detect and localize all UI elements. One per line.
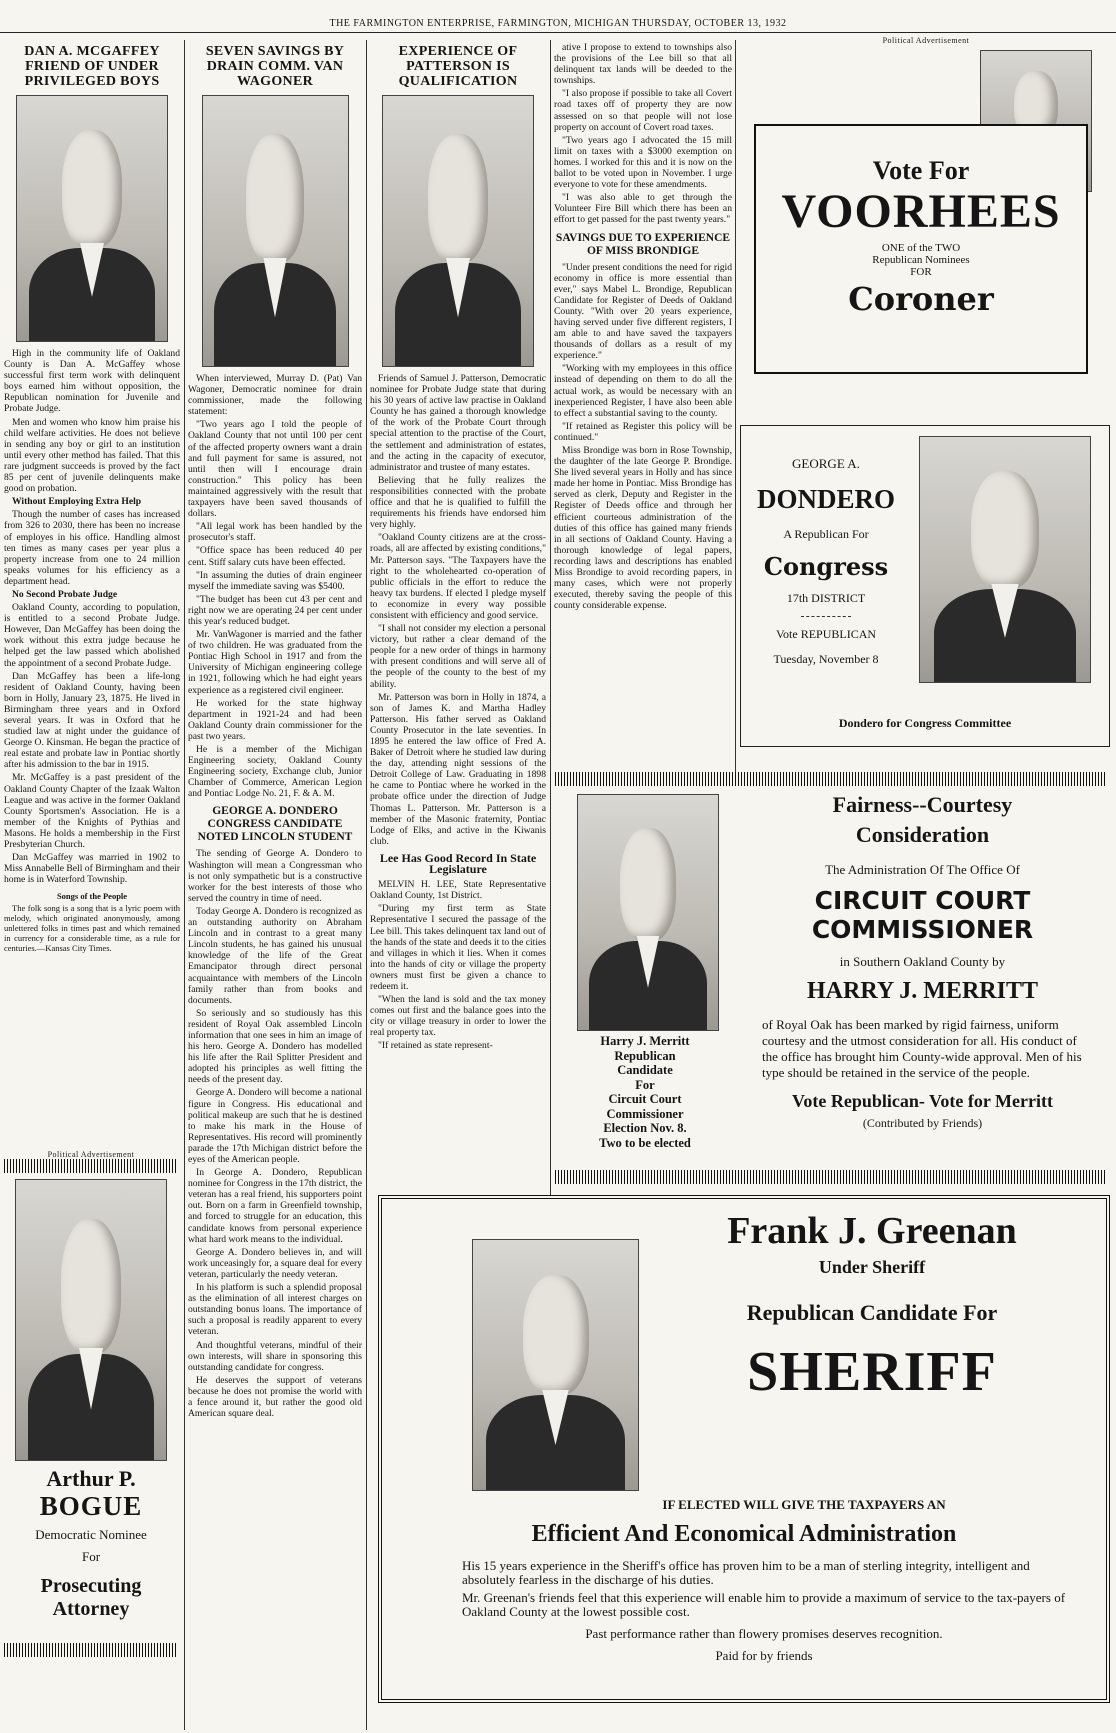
caption-line: Two to be elected — [599, 1135, 691, 1150]
paragraph: "In assuming the duties of drain engineer myself the immediate saving was $5400. — [188, 569, 362, 592]
songs-title: Songs of the People — [56, 891, 128, 902]
paragraph: "If retained as Register this policy will be continued." — [554, 420, 732, 443]
greenan-paid: Paid for by friends — [715, 1648, 813, 1663]
paragraph: Though the number of cases has increased from 326 to 2030, there has been no increase of employes in his office. Handling almost ten times as many cases per year plus a property increase from one to 24 million speaks volumes for his efficiency as a department head. — [4, 509, 180, 587]
bogue-ad — [4, 1150, 178, 1690]
greenan-slogan: Efficient And Economical Administration — [531, 1521, 957, 1547]
paragraph: Friends of Samuel J. Patterson, Democratic nominee for Probate Judge state that during his 30 years of active law practise in Oakland County he has gained a thorough knowledge of the work of the Probate Court through special attention to the practise of the Court, the settlement and administration of estates, and the acting in the capacity of executor, administrator and trustee of many estates. — [370, 373, 546, 473]
column-rule — [550, 40, 551, 1220]
voorhees-name: VOORHEES — [781, 185, 1061, 238]
bogue-office: Prosecuting — [40, 1575, 142, 1597]
caption-line: Republican — [614, 1048, 676, 1063]
merritt-office: CIRCUIT COURT — [814, 886, 1031, 915]
caption-line: Commissioner — [606, 1106, 684, 1121]
column-rule — [735, 40, 736, 780]
paragraph: He is a member of the Michigan Engineering society, Oakland County Engineering society, Exchange club, Junior Chamber of Commerce, American Legion and Pontiac Lodge No. 21, F. & A. M. — [188, 744, 362, 800]
dondero-committee: Dondero for Congress Committee — [838, 716, 1012, 730]
dondero-photo — [919, 436, 1091, 683]
column-patterson — [370, 42, 546, 1222]
dondero-text-block — [741, 456, 911, 667]
dondero-last: DONDERO — [756, 484, 895, 514]
column-mcgaffey — [4, 42, 180, 1152]
divider — [801, 616, 851, 617]
ad-label: Political Advertisement — [882, 36, 970, 45]
voorhees-vote-for: Vote For — [872, 156, 970, 185]
ad-label: Political Advertisement — [47, 1150, 135, 1159]
paragraph: Dan McGaffey has been a life-long resident of Oakland County, having been born in Holly, January 23, 1875. He lived in Birmingham three years and in Oxford several years. It was in Oxford that he studied law at night under the guidance of George O. Kinsman. He began the practice of real estate and probate law in Pontiac shortly after his admission to the bar in 1915. — [4, 670, 180, 771]
dondero-line: A Republican For — [783, 527, 869, 541]
caption-line: Circuit Court — [608, 1092, 682, 1106]
paragraph: Oakland County, according to population, is entitled to a second Probate Judge. However, Dan McGaffey has been doing the work without this extra judge because he helped get the law passed which abolished the appointment of a second Probate Judge. — [4, 602, 180, 669]
mcgaffey-photo — [16, 95, 168, 342]
dondero-ad — [740, 425, 1110, 747]
caption-line: Election Nov. 8. — [603, 1121, 687, 1135]
column-brondige — [554, 42, 732, 782]
paragraph: George A. Dondero will become a national figure in Congress. His educational and political makeup are such that he is destined to make his mark in the House of Representatives. His record will prominently parade the 17th Michigan district before the eyes of the American people. — [188, 1087, 362, 1165]
paragraph: He deserves the support of veterans because he does not promise the world with a fence around it, but rather the good old American square deal. — [188, 1374, 362, 1420]
patterson-photo — [382, 95, 534, 367]
paragraph: The sending of George A. Dondero to Washington will mean a Congressman who is not only sympathetic but is a constructive worker for the best interests of those who served the country in time of need. — [188, 848, 362, 904]
subheading: Without Employing Extra Help — [12, 496, 142, 508]
column-rule — [366, 40, 367, 1730]
paragraph: "I shall not consider my election a personal victory, but rather a clear demand of the people for a new order of things in harmony with present conditions and will serve all of the people of the county to the best of my ability. — [370, 623, 546, 690]
caption-line: Harry J. Merritt — [600, 1034, 690, 1048]
paragraph: "I also propose if possible to take all Covert road taxes off of property they are now assessed on so that people will not lose property on account of Covert road taxes. — [554, 88, 732, 133]
mcgaffey-headline: DAN A. MCGAFFEY FRIEND OF UNDER PRIVILEGED BOYS — [24, 44, 160, 89]
paragraph: Believing that he fully realizes the responsibilities connected with the probate office and that he is qualified to fulfill the requirements his friends have endorsed him very highly. — [370, 474, 546, 531]
greenan-header — [642, 1209, 1102, 1404]
paragraph: High in the community life of Oakland County is Dan A. McGaffey whose successful first term work with delinquent boys earned him without opposition, the Republican nomination for Juvenile and Probate Judge. — [4, 348, 180, 415]
bogue-line: For — [81, 1549, 101, 1564]
merritt-line: in Southern Oakland County by — [839, 954, 1006, 969]
vanwagoner-headline: SEVEN SAVINGS BY DRAIN COMM. VAN WAGONER — [205, 44, 345, 89]
bogue-line: Democratic Nominee — [35, 1527, 147, 1542]
dondero-vote: Vote REPUBLICAN — [775, 627, 877, 641]
caption-line: For — [635, 1077, 655, 1092]
paragraph: Dan McGaffey was married in 1902 to Miss Annabelle Bell of Birmingham and their home is in Waterford Township. — [4, 852, 180, 886]
voorhees-line: ONE of the TWO — [881, 242, 961, 254]
dondero-district: 17th DISTRICT — [786, 591, 866, 605]
paragraph: Men and women who know him praise his child welfare activities. He does not believe in sending any boy or girl to an institution until every other method has failed. That this rare judgment succeeds is proved by the fact 85 per cent of juvenile delinquents make good on probation. — [4, 416, 180, 495]
voorhees-line: Republican Nominees — [872, 254, 970, 266]
merritt-caption — [555, 1034, 735, 1150]
dondero-date: Tuesday, November 8 — [773, 652, 879, 666]
ornamental-border — [4, 1643, 178, 1657]
paragraph: Mr. McGaffey is a past president of the Oakland County Chapter of the Izaak Walton League and was active in the former Oakland County Sportsmen's Association. He is a member of the Knights of Pythias and Masons. He holds a membership in the First Presbyterian Church. — [4, 772, 180, 851]
ornamental-border — [555, 772, 1107, 786]
paragraph: Today George A. Dondero is recognized as an outstanding authority on Abraham Lincoln and in contrast to a great many Lincoln students, he has gained his unusual knowledge of the life of the Great Emancipator through direct personal acquaintance with members of the Lincoln family rather than from books and documents. — [188, 905, 362, 1006]
bogue-photo — [15, 1179, 167, 1461]
brondige-headline: SAVINGS DUE TO EXPERIENCE OF MISS BRONDIGE — [555, 231, 731, 257]
paragraph: In his platform is such a splendid proposal as the elimination of all interest charges on outstanding bonus loans. The importance of such a proposal is readily apparent to every veteran. — [188, 1282, 362, 1338]
bogue-office: Attorney — [52, 1598, 130, 1620]
greenan-body-line: His 15 years experience in the Sheriff's office has proven him to be a man of sterling integrity, intelligent and absolutely fearless in the discharge of his duties. — [462, 1558, 1030, 1587]
paragraph: "During my first term as State Representative I secured the passage of the Lee bill. This takes delinquent tax land out of the hands of the state and deeds it to the cities and villages in which it lies. When it comes into the hands of city or village the property owners must first be given a chance to redeem it. — [370, 903, 546, 992]
paragraph: "I was also able to get through the Volunteer Fire Bill which there has been an effort to get passed for the past twenty years." — [554, 192, 732, 226]
paragraph: ative I propose to extend to townships also the provisions of the Lee bill so that all delinquent tax lands will be deeded to the townships. — [554, 42, 732, 87]
masthead: THE FARMINGTON ENTERPRISE, FARMINGTON, MICHIGAN THURSDAY, OCTOBER 13, 1932 — [0, 18, 1116, 33]
paragraph: And thoughtful veterans, mindful of their own interests, will share in sponsoring this outstanding candidate for congress. — [188, 1339, 362, 1373]
paragraph: "Two years ago I advocated the 15 mill limit on taxes with a $3000 exemption on homes. I worked for this and it is now on the ballot to be voted upon in November. I urge everyone to vote for these amendments. — [554, 134, 732, 191]
greenan-line: Republican Candidate For — [746, 1300, 998, 1325]
merritt-name: HARRY J. MERRITT — [807, 978, 1038, 1004]
paragraph: "If retained as state represent- — [378, 1040, 493, 1052]
merritt-ad — [555, 772, 1107, 1190]
greenan-name: Frank J. Greenan — [727, 1210, 1017, 1252]
merritt-title: Consideration — [855, 822, 990, 847]
paragraph: When interviewed, Murray D. (Pat) Van Wagoner, Democratic nominee for drain commissioner, made the following statement: — [188, 373, 362, 418]
merritt-slogan: Vote Republican- Vote for Merritt — [792, 1091, 1053, 1111]
merritt-title: Fairness--Courtesy — [832, 792, 1013, 817]
paragraph: "The budget has been cut 43 per cent and right now we are operating 24 per cent under this year's reduced budget. — [188, 593, 362, 627]
greenan-body-line: Mr. Greenan's friends feel that this experience will enable him to provide a maximum of service to the tax-payers of Oakland County at the lowest possible cost. — [462, 1590, 1066, 1619]
caption-line: Candidate — [617, 1063, 673, 1077]
bogue-name-first: Arthur P. — [46, 1466, 136, 1491]
greenan-line: IF ELECTED WILL GIVE THE TAXPAYERS AN — [662, 1497, 946, 1512]
greenan-ad — [378, 1195, 1110, 1703]
greenan-office: SHERIFF — [747, 1341, 997, 1403]
merritt-photo — [577, 794, 719, 1031]
merritt-contrib: (Contributed by Friends) — [862, 1116, 983, 1130]
ornamental-border — [555, 1170, 1107, 1184]
paragraph: "Office space has been reduced 40 per cent. Stiff salary cuts have been effected. — [188, 545, 362, 568]
paragraph: "Under present conditions the need for rigid economy in office is more essential than ever," says Mabel L. Brondige, Republican Candidate for Register of Deeds of Oakland County. "With over 20 years experience, having served under five different registers, I am able to and have saved the taxpayers thousands of dollars as a result of my experience." — [554, 261, 732, 362]
dondero-headline: GEORGE A. DONDERO CONGRESS CANDIDATE NOTED LINCOLN STUDENT — [197, 805, 353, 844]
songs-text: The folk song is a song that is a lyric poem with melody, which originated anonymously, among unlettered folks in times past and which remained in currency for a considerable time, as a rule for centuries.—Kansas City Times. — [4, 902, 180, 953]
voorhees-ad — [740, 36, 1112, 376]
dondero-first: GEORGE A. — [792, 456, 860, 471]
paragraph: Mr. Patterson was born in Holly in 1874, a son of James K. and Martha Hadley Patterson. His father served as Oakland County Prosecutor in the late seventies. In 1895 he entered the law office of Fred A. Baker of Detroit where he studied law during the day, attending night sessions of the Detroit College of Law. Graduating in 1898 he came to Pontiac where he worked in the probate office under the direction of Judge Thomas L. Patterson. Mr. Patterson is a member of the Masonic fraternity, Pontiac Lodge of Elks, and active in the Kiwanis club. — [370, 691, 546, 847]
paragraph: MELVIN H. LEE, State Representative Oakland County, 1st District. — [370, 879, 546, 902]
paragraph: "When the land is sold and the tax money comes out first and the balance goes into the city or village treasury in order to lower the real property tax. — [370, 994, 546, 1039]
paragraph: He worked for the state highway department in 1921-24 and had been Oakland County drain commissioner for the past two years. — [188, 697, 362, 742]
ornamental-border — [4, 1159, 178, 1173]
column-rule — [184, 40, 185, 1730]
bogue-name-last: BOGUE — [39, 1491, 143, 1521]
paragraph: "All legal work has been handled by the prosecutor's staff. — [188, 521, 362, 544]
greenan-body-line: Past performance rather than flowery promises deserves recognition. — [585, 1626, 943, 1641]
paragraph: "Working with my employees in this office instead of depending on them to do all the actual work, as would be necessary with an inexperienced Register, I have also been able to effect a substantial saving to the county. — [554, 363, 732, 419]
greenan-body — [462, 1559, 1066, 1663]
greenan-photo — [472, 1239, 639, 1491]
paragraph: In George A. Dondero, Republican nominee for Congress in the 17th district, the veteran has a real friend, his supporters point out. Born on a farm in Greenfield township, and forced to struggle for an education, this candidate knows from personal experience what hard work means to the individual. — [188, 1167, 362, 1245]
greenan-title: Under Sheriff — [818, 1257, 926, 1277]
merritt-office: COMMISSIONER — [811, 915, 1034, 944]
lee-headline: Lee Has Good Record In State Legislature — [379, 850, 537, 877]
column-vanwagoner — [188, 42, 362, 1732]
voorhees-office: Coroner — [848, 280, 994, 318]
paragraph: Miss Brondige was born in Rose Township, the daughter of the late George P. Brondige. She lived several years in Holly and has since made her home in Pontiac. Miss Brondige has served as clerk, Deputy and Register in the Register of Deeds office and through her efficient courteous administration of the duties of this office has gained many friends in all sections of Oakland County. Having a thorough knowledge of legal papers, recording laws and descriptions has enabled Miss Brondige to avoid recording papers, in many cases, which were not properly executed, thereby saving the people of this county considerable expense. — [554, 445, 732, 612]
patterson-headline: EXPERIENCE OF PATTERSON IS QUALIFICATION — [398, 44, 518, 89]
merritt-line: The Administration Of The Office Of — [825, 862, 1020, 877]
paragraph: So seriously and so studiously has this resident of Royal Oak assembled Lincoln information that one sees in him an image of his hero. George A. Dondero has modelled his life after the Rail Splitter President and adopted his principles as well fitting the needs of the present day. — [188, 1007, 362, 1086]
subheading: No Second Probate Judge — [12, 588, 118, 600]
voorhees-line: FOR — [910, 266, 932, 278]
vanwagoner-photo — [202, 95, 349, 367]
paragraph: Mr. VanWagoner is married and the father of two children. He was graduated from the Pontiac High School in 1917 and from the University of Michigan engineering college in 1921, following which he had eight years experience as a registered civil engineer. — [188, 629, 362, 696]
merritt-text-block — [740, 792, 1105, 1131]
paragraph: "Oakland County citizens are at the cross-roads, all are affected by existing conditions," Mr. Patterson says. "The Taxpayers have the right to the wholehearted co-operation of public officials in the effort to reduce the heavy tax burdens. If elected I pledge myself to economize in every way possible consistent with efficiency and good service. — [370, 532, 546, 621]
paragraph: "Two years ago I told the people of Oakland County that not until 100 per cent of the affected property owners want a drain and full payment for same is assured, not until then will I encourage drain construction." This policy has been maintained aggressively with the result that taxpayers have been saved thousands of dollars. — [188, 419, 362, 520]
paragraph: George A. Dondero believes in, and will work unceasingly for, a square deal for every veteran, particularly the needy veteran. — [188, 1246, 362, 1280]
merritt-body: of Royal Oak has been marked by rigid fairness, uniform courtesy and the utmost consideration for all. His conduct of the office has brought him County-wide approval. Men of his type should be retained in the service of the people. — [762, 1017, 1082, 1080]
dondero-office: Congress — [763, 552, 889, 581]
